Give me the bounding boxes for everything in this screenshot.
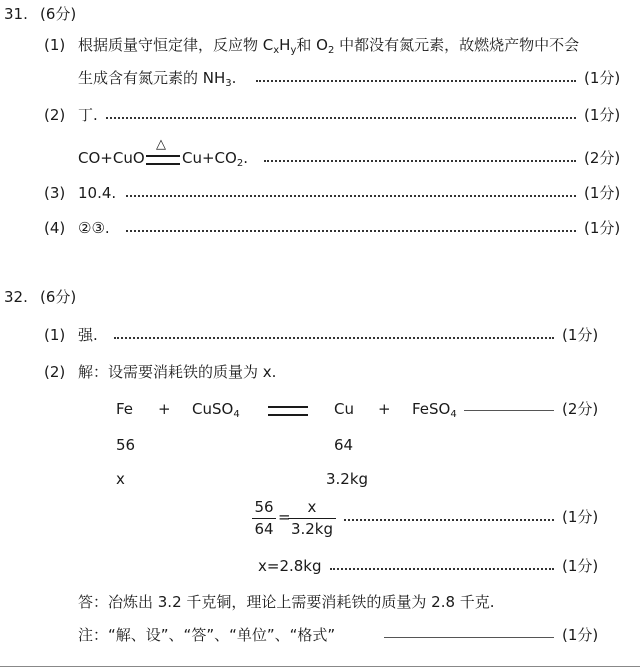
q31-part1-line2: 生成含有氮元素的 $NH_3$. — [78, 69, 237, 89]
leader-dots — [256, 80, 576, 82]
reactant-cuso4: CuSO$_4$ — [192, 400, 240, 420]
q31-part3-label: (3) — [44, 184, 66, 202]
leader-dots — [114, 337, 554, 339]
q31-part1-mark: (1分) — [584, 69, 621, 87]
leader-dashes — [464, 410, 554, 411]
proportion-equals: = — [278, 508, 291, 526]
mass-fe: 56 — [116, 436, 136, 454]
q32-score: (6分) — [40, 288, 77, 306]
plus-sign: + — [378, 400, 391, 418]
fraction-denominator: 64 — [254, 520, 274, 538]
q31-equation-mark: (2分) — [584, 149, 621, 167]
result: x=2.8kg — [258, 557, 322, 575]
fraction-numerator: x — [307, 498, 317, 516]
equation-left: CO+CuO — [78, 149, 145, 167]
q31-number: 31. — [4, 5, 28, 23]
leader-dots — [126, 230, 576, 232]
leader-dots — [344, 519, 554, 521]
q32-part1-mark: (1分) — [562, 326, 599, 344]
q32-part2-intro: 解：设需要消耗铁的质量为 x. — [78, 363, 277, 381]
q31-part2-text: 丁. — [78, 106, 98, 124]
proportion-mark: (1分) — [562, 508, 599, 526]
fraction-denominator: 3.2kg — [290, 520, 334, 538]
mass-cu: 64 — [334, 436, 354, 454]
q31-part4-label: (4) — [44, 219, 66, 237]
q31-part3-mark: (1分) — [584, 184, 621, 202]
product-cu: Cu — [334, 400, 354, 418]
result-mark: (1分) — [562, 557, 599, 575]
fraction-right — [288, 500, 336, 537]
leader-dots — [126, 195, 576, 197]
reactant-fe: Fe — [116, 400, 134, 418]
note: 注：“解、设”、“答”、“单位”、“格式” — [78, 626, 336, 644]
q31-part1-line1: 根据质量守恒定律，反应物 $C_xH_y$和 $O_2$ 中都没有氮元素，故燃烧产物中不会 — [78, 36, 580, 56]
q32-part1-label: (1) — [44, 326, 66, 344]
equals-sign — [268, 406, 308, 416]
q31-part2-mark: (1分) — [584, 106, 621, 124]
q31-part1-label: (1) — [44, 36, 66, 54]
leader-dots — [264, 160, 576, 162]
leader-dots — [330, 568, 554, 570]
q31-part2-label: (2) — [44, 106, 66, 124]
q31-part4-mark: (1分) — [584, 219, 621, 237]
leader-dots — [106, 117, 576, 119]
q32-number: 32. — [4, 288, 28, 306]
reaction-mark: (2分) — [562, 400, 599, 418]
plus-sign: + — [158, 400, 171, 418]
value-cu: 3.2kg — [326, 470, 369, 488]
q31-score: (6分) — [40, 5, 77, 23]
equation-right: $Cu+CO_2$. — [182, 149, 248, 169]
q32-part1-text: 强. — [78, 326, 98, 344]
answer: 答：冶炼出 3.2 千克铜，理论上需要消耗铁的质量为 2.8 千克. — [78, 593, 495, 611]
fraction-left — [252, 500, 276, 537]
leader-dashes — [384, 637, 554, 638]
page-bottom-divider — [0, 666, 640, 667]
q32-part2-label: (2) — [44, 363, 66, 381]
equals-sign — [146, 155, 180, 165]
product-feso4: FeSO$_4$ — [412, 400, 457, 420]
q31-part4-text: ②③. — [78, 219, 110, 237]
value-x: x — [116, 470, 125, 488]
heat-condition-icon: △ — [156, 137, 166, 152]
q31-part3-text: 10.4. — [78, 184, 117, 202]
note-mark: (1分) — [562, 626, 599, 644]
fraction-numerator: 56 — [254, 498, 274, 516]
